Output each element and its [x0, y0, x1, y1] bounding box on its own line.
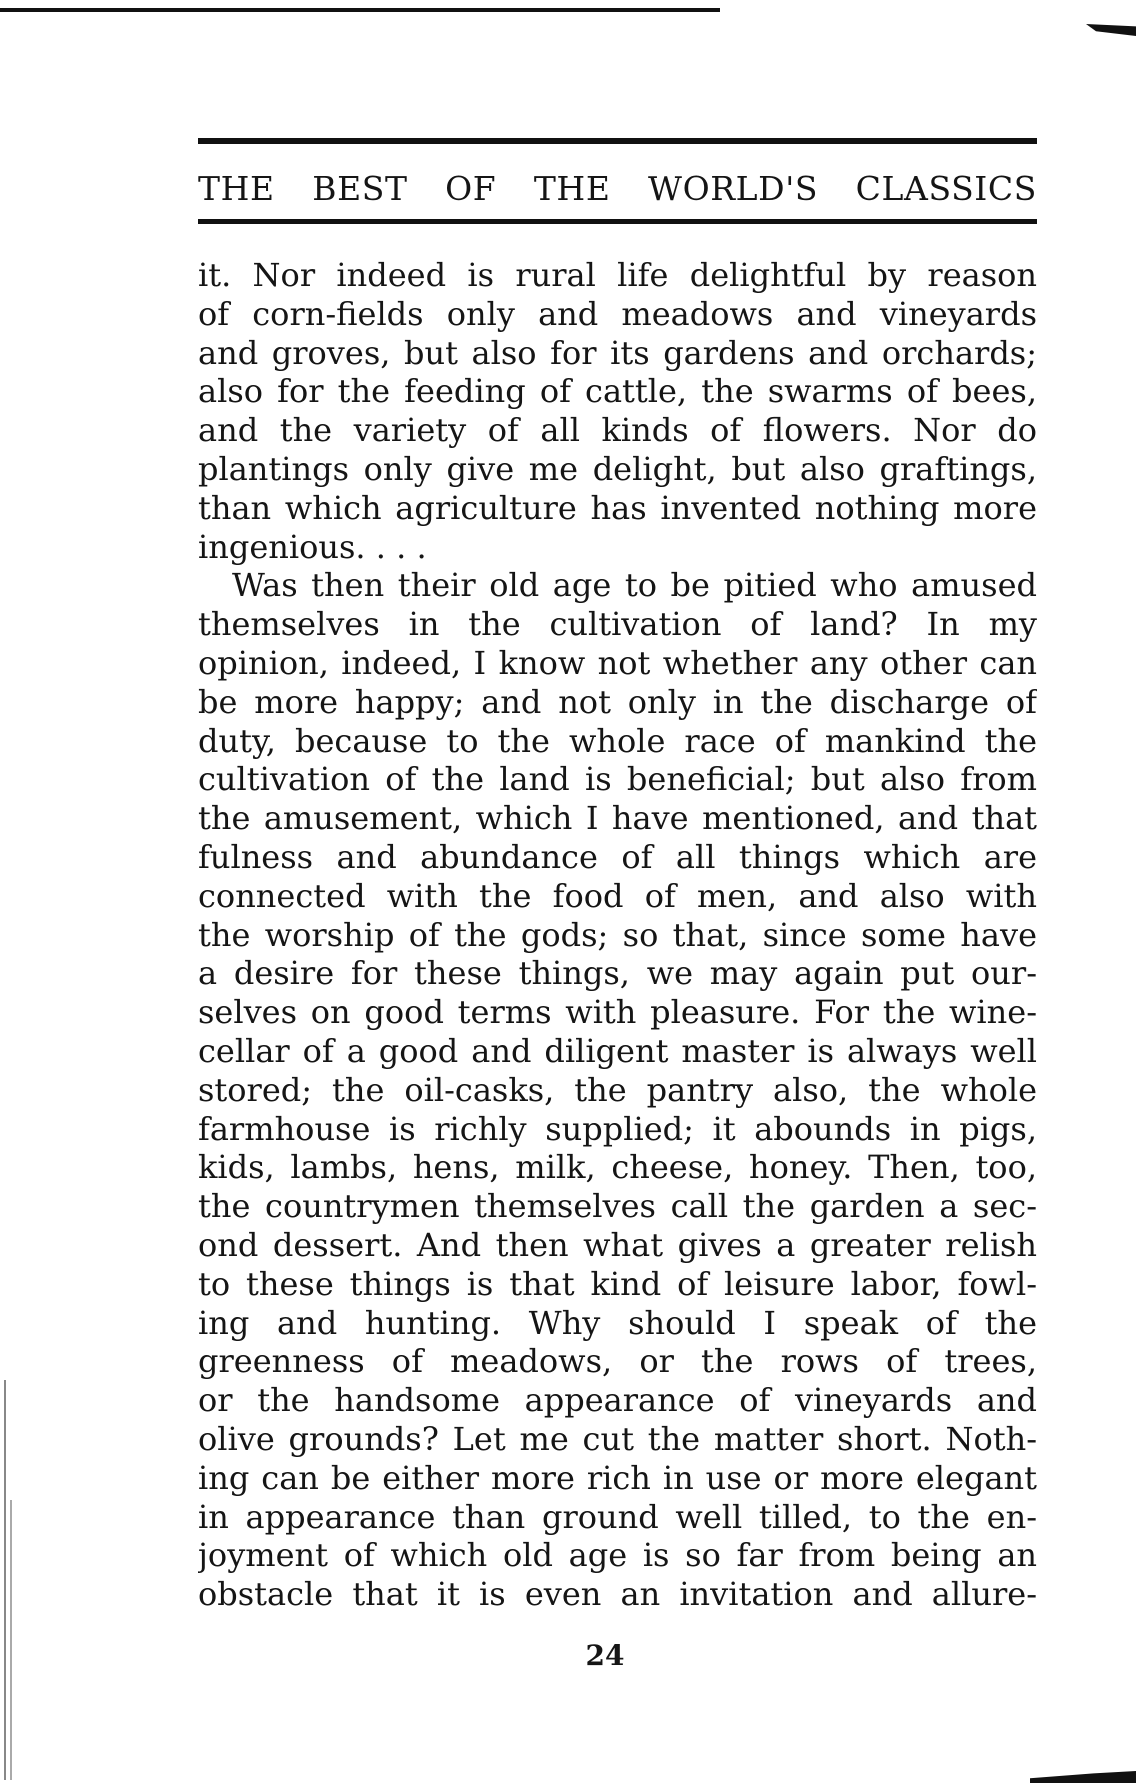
text-line: joyment of which old age is so far from being an — [198, 1536, 1037, 1575]
text-line: the amusement, which I have mentioned, and that — [198, 799, 1037, 838]
binding-gutter-line — [10, 1500, 12, 1780]
scan-corner-mark — [1030, 1771, 1136, 1783]
text-line: plantings only give me delight, but also graftings, — [198, 449, 1037, 488]
text-line: farmhouse is richly supplied; it abounds in pigs, — [198, 1109, 1037, 1148]
scan-edge-rule — [0, 8, 720, 12]
text-line: selves on good terms with pleasure. For the wine- — [198, 993, 1037, 1032]
text-line: stored; the oil-casks, the pantry also, the whole — [198, 1070, 1037, 1109]
text-line: it. Nor indeed is rural life delightful by reason — [198, 256, 1037, 294]
text-line: the worship of the gods; so that, since some have — [198, 915, 1037, 954]
text-line: connected with the food of men, and also with — [198, 876, 1037, 915]
text-line: kids, lambs, hens, milk, cheese, honey. Then, too, — [198, 1148, 1037, 1187]
text-line: obstacle that it is even an invitation and allure- — [198, 1575, 1037, 1614]
text-line: duty, because to the whole race of mankind the — [198, 721, 1037, 760]
text-line: in appearance than ground well tilled, to the en- — [198, 1497, 1037, 1536]
text-line: and groves, but also for its gardens and orchards; — [198, 333, 1037, 372]
text-line: and the variety of all kinds of flowers. Nor do — [198, 411, 1037, 450]
text-line: a desire for these things, we may again put our- — [198, 954, 1037, 993]
text-line: to these things is that kind of leisure labor, fowl- — [198, 1264, 1037, 1303]
text-line: also for the feeding of cattle, the swarms of bees, — [198, 372, 1037, 411]
body-text — [198, 256, 1037, 1614]
text-line: than which agriculture has invented nothing more — [198, 488, 1037, 527]
text-line: ing and hunting. Why should I speak of the — [198, 1303, 1037, 1342]
text-line: ing can be either more rich in use or more elegant — [198, 1458, 1037, 1497]
text-line: cellar of a good and diligent master is always well — [198, 1031, 1037, 1070]
header-rule-bottom — [198, 219, 1037, 224]
header-rule-top — [198, 138, 1037, 144]
text-line: greenness of meadows, or the rows of trees, — [198, 1342, 1037, 1381]
text-line: ond dessert. And then what gives a greater relish — [198, 1225, 1037, 1264]
text-line: cultivation of the land is beneficial; but also from — [198, 760, 1037, 799]
running-head: THE BEST OF THE WORLD'S CLASSICS — [198, 169, 1037, 208]
text-line: opinion, indeed, I know not whether any other can — [198, 643, 1037, 682]
text-line: of corn-fields only and meadows and vineyards — [198, 294, 1037, 333]
text-line: themselves in the cultivation of land? In my — [198, 605, 1037, 644]
text-line: be more happy; and not only in the discharge of — [198, 682, 1037, 721]
text-line: the countrymen themselves call the garden a sec- — [198, 1187, 1037, 1226]
binding-gutter-line — [4, 1380, 6, 1780]
scan-corner-mark — [1086, 24, 1136, 36]
text-line: or the handsome appearance of vineyards and — [198, 1381, 1037, 1420]
text-line: fulness and abundance of all things which are — [198, 837, 1037, 876]
page-number: 24 — [585, 1639, 625, 1672]
text-line: Was then their old age to be pitied who amused — [232, 566, 1037, 605]
text-line: olive grounds? Let me cut the matter short. Noth- — [198, 1419, 1037, 1458]
text-line: ingenious. . . . — [198, 527, 427, 566]
